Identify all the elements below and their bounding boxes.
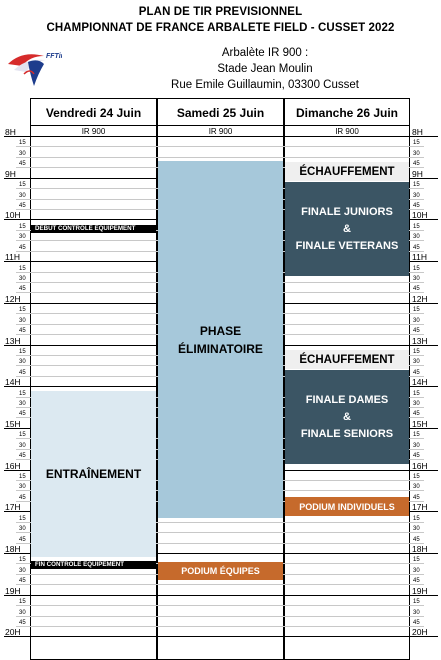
hour-label-right: 15H [412,418,428,429]
quarter-label-right: 30 [413,359,420,366]
fftir-logo [4,44,62,88]
quarter-label-left: 15 [19,599,26,606]
finale-dames-label: FINALE DAMES [305,393,389,406]
podium-equipes-block: PODIUM ÉQUIPES [158,562,283,580]
quarter-line [16,605,424,606]
quarter-label-right: 30 [413,234,420,241]
quarter-label-left: 15 [19,223,26,230]
quarter-label-right: 30 [413,567,420,574]
quarter-label-left: 15 [19,140,26,147]
quarter-label-right: 15 [413,307,420,314]
quarter-line [16,626,424,627]
ampersand-1: & [343,222,351,235]
quarter-label-left: 30 [19,150,26,157]
quarter-label-right: 30 [413,192,420,199]
quarter-label-right: 45 [413,411,420,418]
quarter-label-left: 15 [19,557,26,564]
plan-title: PLAN DE TIR PREVISIONNEL [138,6,303,18]
quarter-label-left: 45 [19,161,26,168]
hour-label-left: 8H [5,127,16,137]
quarter-label-right: 15 [413,599,420,606]
quarter-label-right: 45 [413,202,420,209]
finale-seniors-label: FINALE SENIORS [300,427,394,440]
quarter-label-left: 45 [19,619,26,626]
quarter-label-left: 45 [19,202,26,209]
hour-label-left: 10H [5,210,21,221]
hour-label-left: 15H [5,418,21,429]
quarter-label-left: 15 [19,348,26,355]
quarter-label-left: 15 [19,307,26,314]
quarter-label-left: 45 [19,369,26,376]
hour-line [4,636,438,637]
hour-label-right: 10H [412,210,428,221]
quarter-label-right: 30 [413,442,420,449]
quarter-label-left: 45 [19,536,26,543]
hour-label-right: 12H [412,293,428,304]
quarter-label-right: 30 [413,317,420,324]
discipline-friday: IR 900 [81,127,106,136]
quarter-label-left: 15 [19,432,26,439]
quarter-label-right: 15 [413,515,420,522]
hour-label-right: 19H [412,585,428,596]
quarter-label-right: 30 [413,401,420,408]
quarter-label-left: 30 [19,609,26,616]
svg-text:FFTir: FFTir [46,53,62,60]
venue-line-2: Stade Jean Moulin [217,63,313,75]
quarter-label-left: 15 [19,474,26,481]
hour-label-left: 20H [5,627,21,638]
hour-label-right: 9H [412,168,423,179]
quarter-label-left: 30 [19,317,26,324]
finale-juniors-label: FINALE JUNIORS [301,205,393,218]
hour-label-left: 18H [5,544,21,554]
fin-controle-bar: FIN CONTROLE EQUIPEMENT [31,561,156,569]
discipline-sunday: IR 900 [335,127,359,136]
quarter-label-left: 30 [19,234,26,241]
podium-individuels-block: PODIUM INDIVIDUELS [285,497,409,516]
quarter-label-right: 45 [413,244,420,251]
hour-label-right: 13H [412,335,428,346]
hour-label-right: 14H [412,377,428,388]
phase-eliminatoire-block [158,161,283,518]
phase-label-2: ÉLIMINATOIRE [178,341,263,356]
hour-label-left: 16H [5,460,21,471]
venue-line-3: Rue Emile Guillaumin, 03300 Cusset [171,79,359,91]
quarter-label-right: 30 [413,526,420,533]
quarter-label-left: 30 [19,567,26,574]
quarter-label-left: 45 [19,244,26,251]
quarter-label-left: 30 [19,275,26,282]
hour-label-right: 11H [412,252,427,263]
quarter-label-left: 45 [19,286,26,293]
day-header-friday: Vendredi 24 Juin [45,106,142,120]
quarter-label-right: 45 [413,328,420,335]
quarter-label-right: 15 [413,223,420,230]
quarter-label-left: 30 [19,442,26,449]
quarter-label-left: 45 [19,411,26,418]
quarter-label-left: 45 [19,494,26,501]
quarter-label-left: 30 [19,484,26,491]
hour-line [4,136,438,137]
quarter-label-left: 30 [19,526,26,533]
quarter-label-right: 45 [413,369,420,376]
quarter-label-right: 15 [413,182,420,189]
quarter-label-left: 15 [19,390,26,397]
quarter-label-right: 45 [413,619,420,626]
quarter-label-right: 15 [413,348,420,355]
quarter-label-left: 45 [19,578,26,585]
quarter-label-left: 45 [19,328,26,335]
finale-dames-seniors-block [285,370,409,464]
phase-label-1: PHASE [199,323,242,338]
echauffement-block-2: ÉCHAUFFEMENT [285,350,409,369]
day-header-sunday: Dimanche 26 Juin [295,106,399,120]
quarter-label-right: 45 [413,453,420,460]
day-column-friday [30,98,157,660]
quarter-label-left: 30 [19,192,26,199]
venue-line-1: Arbalète IR 900 : [221,47,309,59]
quarter-label-left: 15 [19,265,26,272]
hour-label-right: 8H [412,127,423,137]
quarter-label-right: 15 [413,140,420,147]
hour-label-right: 16H [412,460,428,471]
championship-title: CHAMPIONNAT DE FRANCE ARBALETE FIELD - CUSSET 2022 [46,22,395,34]
quarter-label-right: 30 [413,150,420,157]
quarter-label-right: 15 [413,557,420,564]
hour-label-right: 20H [412,627,428,638]
quarter-label-right: 15 [413,474,420,481]
quarter-label-right: 30 [413,484,420,491]
quarter-label-left: 45 [19,453,26,460]
hour-label-left: 13H [5,335,21,346]
hour-label-right: 18H [412,544,428,554]
quarter-label-left: 30 [19,359,26,366]
quarter-line [16,146,424,147]
echauffement-block-1: ÉCHAUFFEMENT [285,162,409,181]
discipline-saturday: IR 900 [208,127,233,136]
hour-label-left: 9H [5,168,16,179]
quarter-label-right: 15 [413,432,420,439]
hour-label-right: 17H [412,502,428,513]
debut-controle-bar: DEBUT CONTROLE EQUIPEMENT [31,225,156,233]
quarter-label-right: 30 [413,609,420,616]
day-header-saturday: Samedi 25 Juin [176,106,265,120]
finale-veterans-label: FINALE VETERANS [295,239,399,252]
hour-label-left: 12H [5,293,21,304]
hour-label-left: 17H [5,502,21,513]
ampersand-2: & [343,410,351,423]
hour-label-left: 11H [5,252,20,263]
quarter-label-right: 45 [413,161,420,168]
finale-juniors-veterans-block [285,182,409,276]
quarter-label-right: 15 [413,265,420,272]
quarter-label-right: 45 [413,494,420,501]
quarter-label-right: 45 [413,578,420,585]
quarter-line [16,584,424,585]
hour-label-left: 14H [5,377,21,388]
quarter-label-left: 15 [19,182,26,189]
quarter-line [16,157,424,158]
quarter-label-right: 30 [413,275,420,282]
header-divider [30,125,410,126]
quarter-label-left: 30 [19,401,26,408]
quarter-label-right: 45 [413,286,420,293]
quarter-label-left: 15 [19,515,26,522]
quarter-label-right: 45 [413,536,420,543]
entrainement-block: ENTRAÎNEMENT [31,391,156,557]
hour-label-left: 19H [5,585,21,596]
quarter-line [16,616,424,617]
hour-line [4,595,438,596]
quarter-label-right: 15 [413,390,420,397]
